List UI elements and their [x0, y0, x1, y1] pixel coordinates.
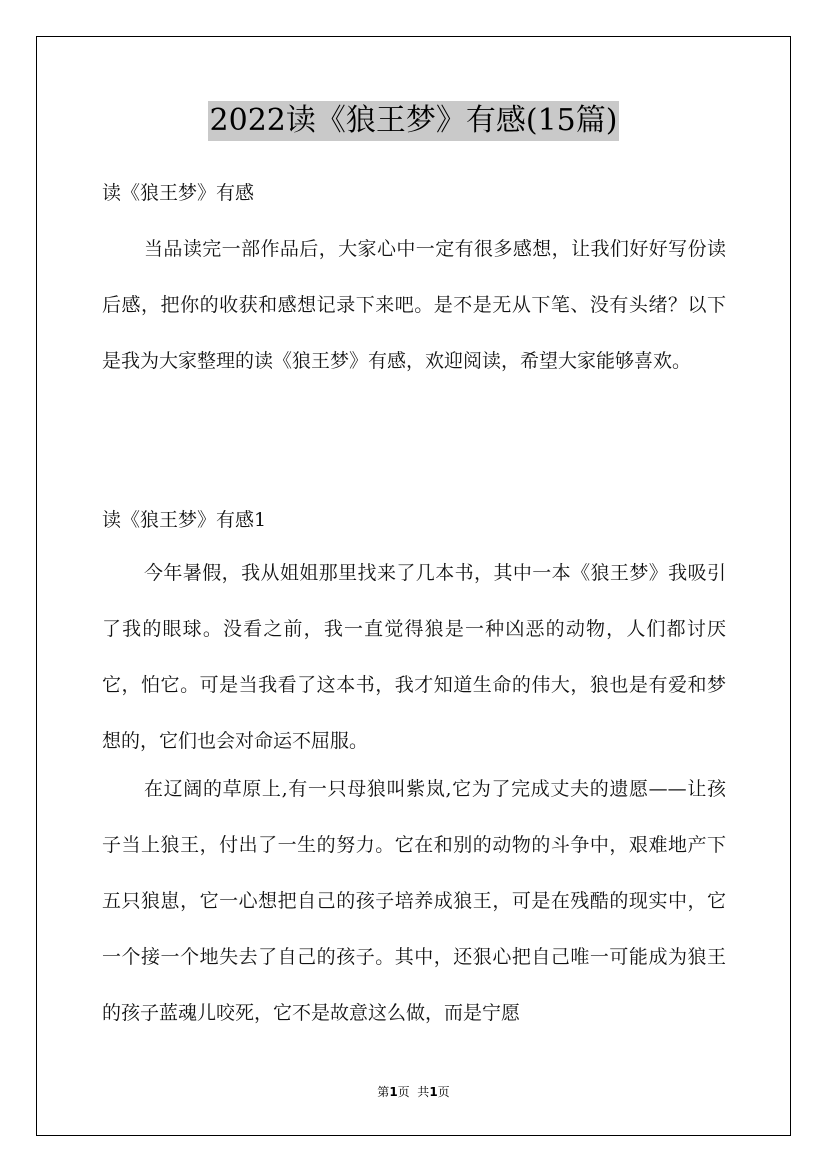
title-container — [0, 101, 827, 141]
intro-heading: 读《狼王梦》有感 — [102, 182, 255, 204]
document-title: 2022读《狼王梦》有感(15篇) — [208, 101, 620, 141]
section1-paragraph-2: 在辽阔的草原上,有一只母狼叫紫岚,它为了完成丈夫的遗愿——让孩子当上狼王，付出了一生的努力。它在和别的动物的斗争中，艰难地产下五只狼崽，它一心想把自己的孩子培养成狼王，可是在残酷的现实中，它一个接一个地失去了自己的孩子。其中，还狠心把自己唯一可能成为狼王的孩子蓝魂儿咬死，它不是故意这么做，而是宁愿 — [102, 778, 726, 1024]
footer-page-total: 1 — [429, 1085, 438, 1099]
footer-page-mid: 页 共 — [397, 1085, 430, 1099]
footer-page-suffix: 页 — [437, 1085, 450, 1099]
footer-page-prefix: 第 — [377, 1085, 390, 1099]
section1-heading: 读《狼王梦》有感1 — [102, 509, 267, 531]
section1-paragraph-1: 今年暑假，我从姐姐那里找来了几本书，其中一本《狼王梦》我吸引了我的眼球。没看之前，我一直觉得狼是一种凶恶的动物，人们都讨厌它，怕它。可是当我看了这本书，我才知道生命的伟大，狼也是有爱和梦想的，它们也会对命运不屈服。 — [102, 562, 726, 752]
footer-page-current: 1 — [389, 1085, 398, 1099]
page-footer — [0, 1083, 827, 1100]
intro-paragraph: 当品读完一部作品后，大家心中一定有很多感想，让我们好好写份读后感，把你的收获和感想记录下来吧。是不是无从下笔、没有头绪？以下是我为大家整理的读《狼王梦》有感，欢迎阅读，希望大家能够喜欢。 — [102, 238, 726, 372]
